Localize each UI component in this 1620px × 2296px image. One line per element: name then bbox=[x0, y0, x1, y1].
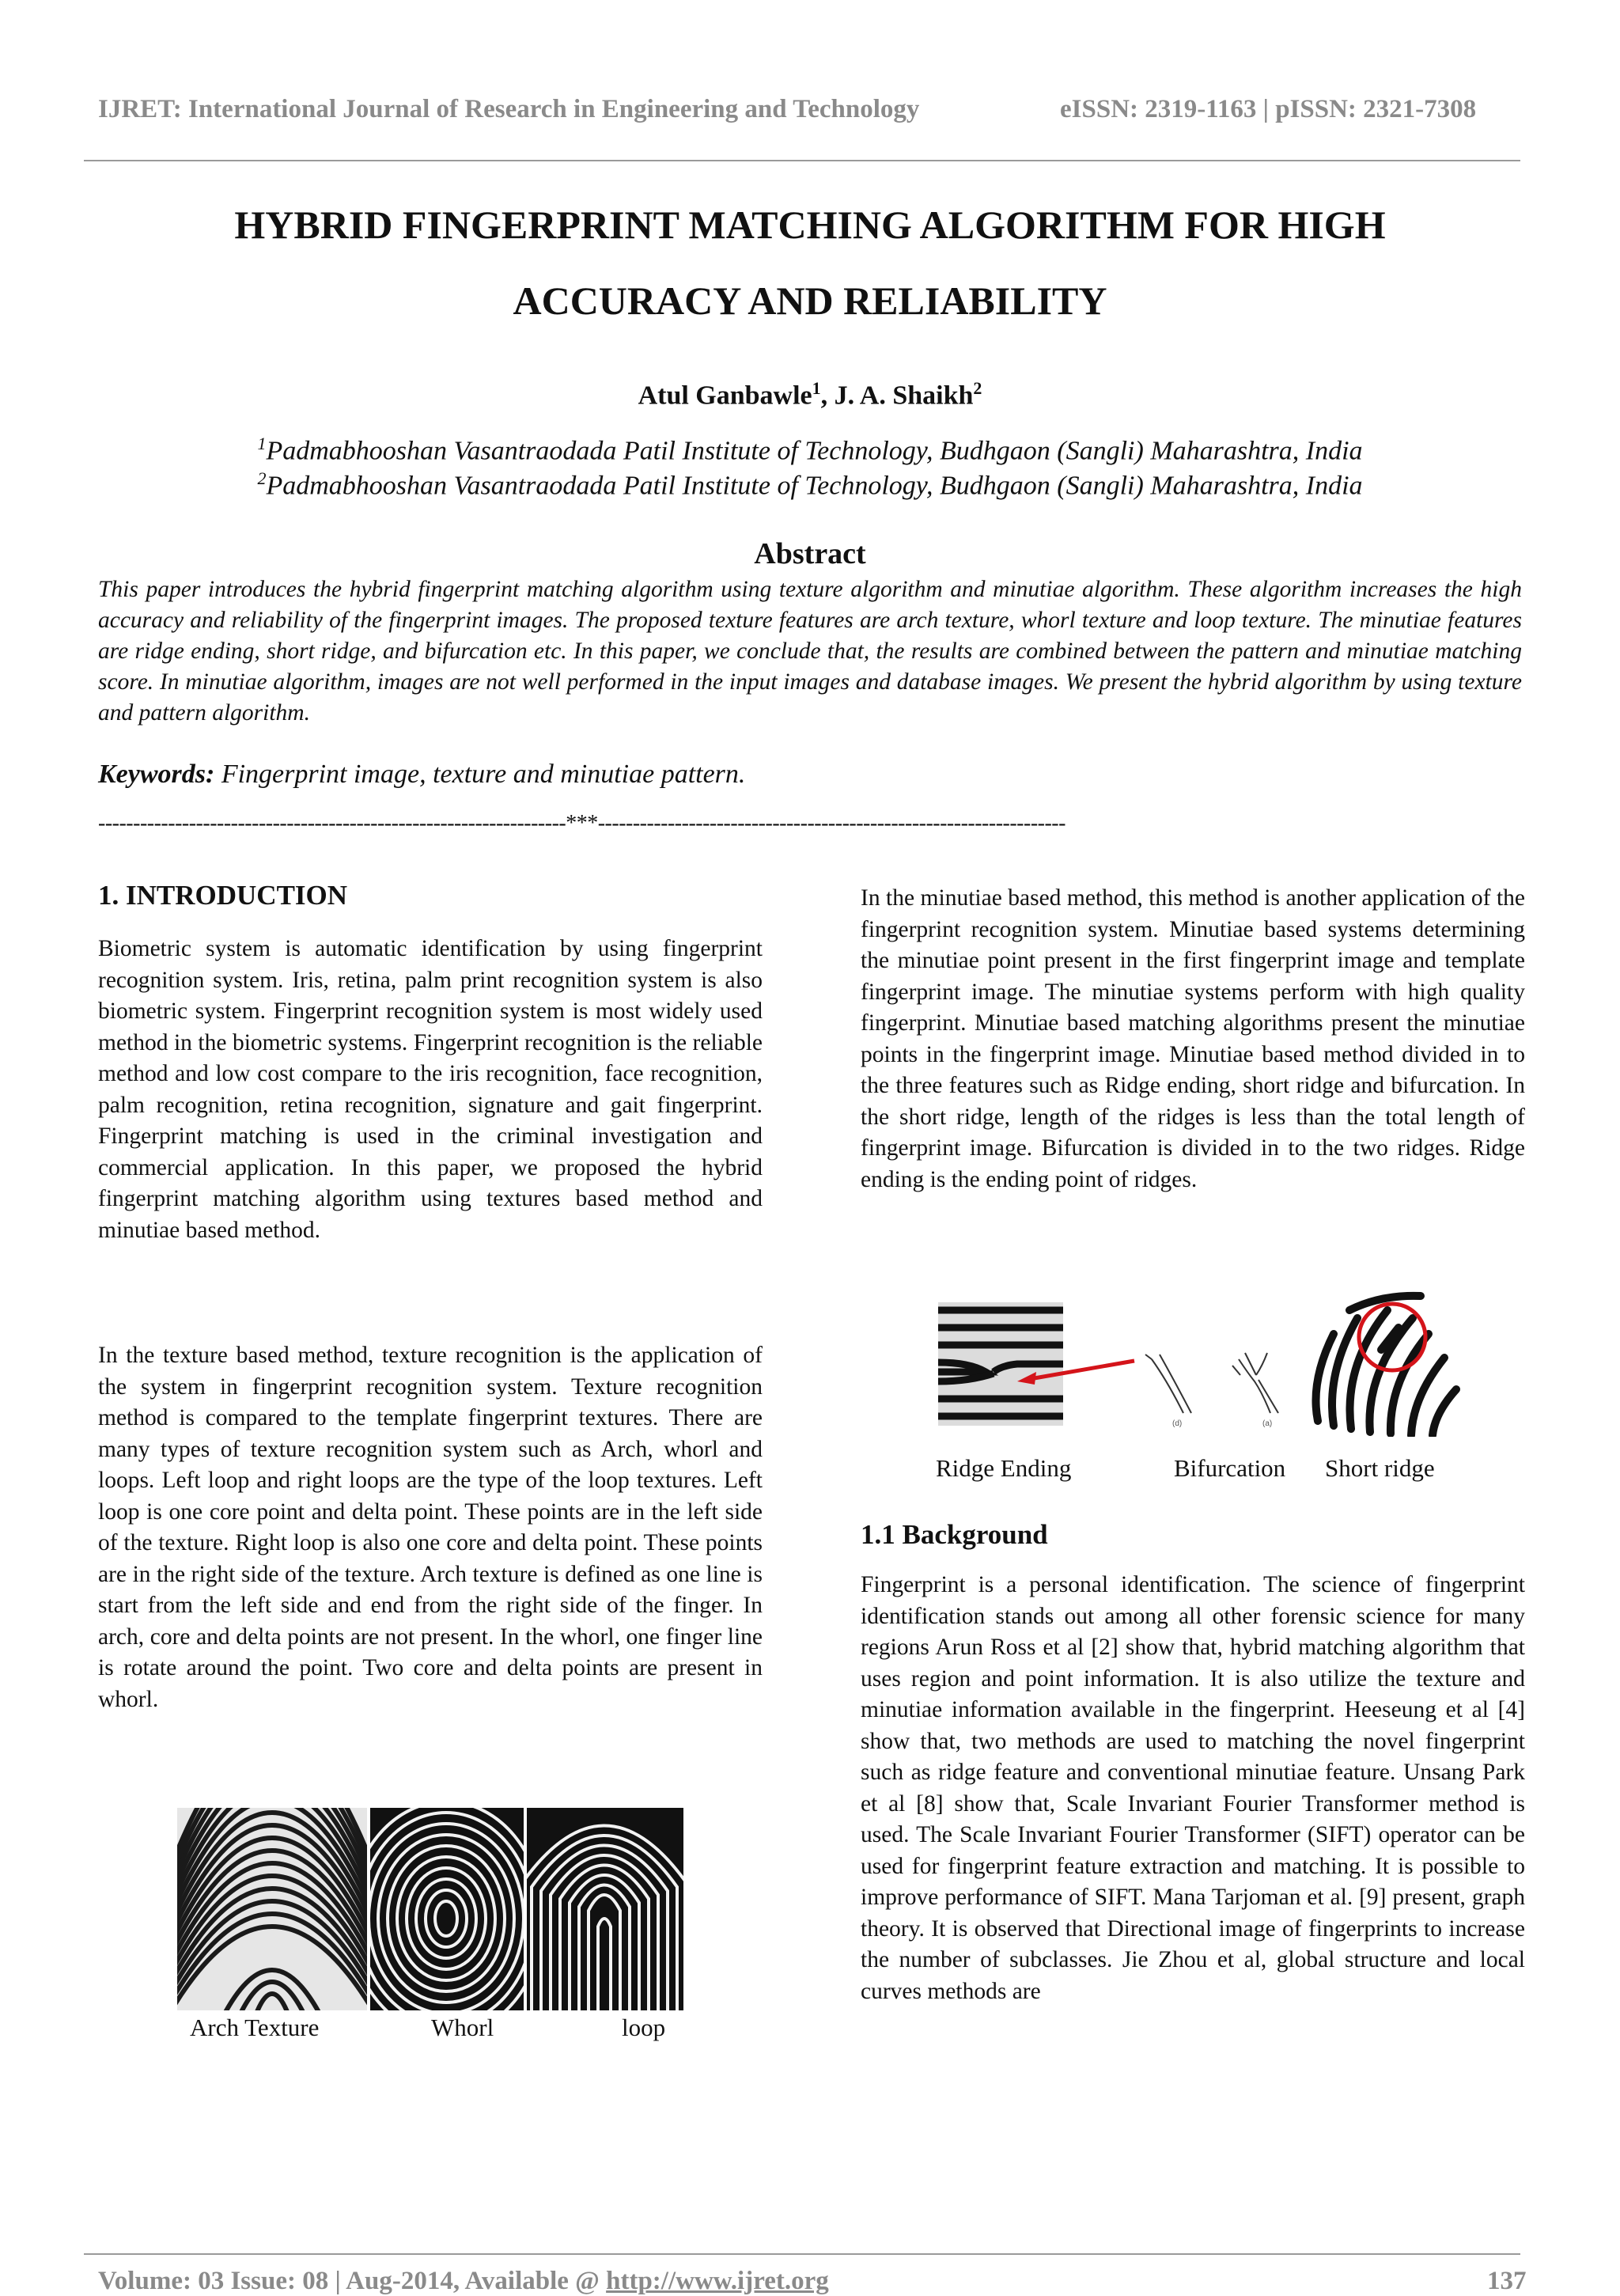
caption-bifurcation: Bifurcation bbox=[1174, 1454, 1286, 1482]
footer-volume-text: Volume: 03 Issue: 08 | Aug-2014, Available @ bbox=[98, 2267, 607, 2295]
bifurcation-sketch bbox=[1145, 1353, 1278, 1413]
ridge-ending-image bbox=[938, 1302, 1063, 1426]
footer-rule bbox=[84, 2253, 1520, 2255]
paper-title-line-1: HYBRID FINGERPRINT MATCHING ALGORITHM FOR HIGH bbox=[234, 203, 1386, 247]
author-1: Atul Ganbawle bbox=[638, 381, 812, 411]
arch-fingerprint bbox=[177, 1808, 375, 2010]
keywords-label: Keywords: bbox=[98, 760, 215, 789]
whorl-fingerprint bbox=[350, 1808, 543, 2010]
caption-short-ridge: Short ridge bbox=[1325, 1454, 1435, 1482]
affiliation-1-text: Padmabhooshan Vasantraodada Patil Institute of Technology, Budhgaon (Sangli) Maharashtra, India bbox=[266, 436, 1363, 466]
introduction-paragraph-1: Biometric system is automatic identification by using fingerprint recognition system. Iris, retina, palm print recognition system is also biometric system. Fingerprint recognition system is most widely used method in the biometric systems. Fingerprint recognition is the reliable method and low cost compare to the iris recognition, face recognition, palm recognition, retina recognition, signature and gait fingerprint. Fingerprint matching is used in the criminal investigation and commercial application. In this paper, we proposed the hybrid fingerprint matching algorithm using textures based method and minutiae based method. bbox=[98, 936, 763, 1243]
authors bbox=[0, 378, 1620, 411]
abstract-heading: Abstract bbox=[754, 537, 866, 570]
affiliation-2-text: Padmabhooshan Vasantraodada Patil Institute of Technology, Budhgaon (Sangli) Maharashtra, India bbox=[266, 471, 1363, 501]
author-2-sup: 2 bbox=[973, 378, 982, 398]
minutiae-figure-image bbox=[938, 1286, 1460, 1437]
author-separator: , bbox=[820, 381, 835, 411]
loop-fingerprint bbox=[522, 1808, 683, 2010]
affiliation-1 bbox=[0, 434, 1620, 466]
issn: eISSN: 2319-1163 | pISSN: 2321-7308 bbox=[1060, 95, 1477, 123]
keywords-text: Fingerprint image, texture and minutiae pattern. bbox=[214, 760, 746, 789]
section-separator: -------------------------------------------------------------------***------------------------------------------------------------------- bbox=[98, 811, 1065, 835]
affiliation-1-sup: 1 bbox=[257, 434, 267, 453]
label-d: (d) bbox=[1172, 1419, 1183, 1428]
texture-figure bbox=[177, 1808, 683, 2010]
minutiae-paragraph: In the minutiae based method, this method is another application of the fingerprint recognition system. Minutiae based systems determining the minutiae point present in the first fingerprint image and template fingerprint image. The minutiae systems perform with high quality fingerprint. Minutiae based matching algorithms present the minutiae points in the fingerprint image. Minutiae based method divided in to the three features such as Ridge ending, short ridge and bifurcation. In the short ridge, length of the ridges is less than the total length of fingerprint image. Bifurcation is divided in to the two ridges. Ridge ending is the ending point of ridges. bbox=[861, 885, 1525, 1192]
caption-loop: loop bbox=[622, 2014, 666, 2041]
paper-title-line-2: ACCURACY AND RELIABILITY bbox=[513, 278, 1107, 323]
texture-figure-image bbox=[177, 1808, 683, 2010]
introduction-paragraph-2: In the texture based method, texture recognition is the application of the system in fingerprint recognition system. Texture recognition method is compared to the template fingerprint textures. There are many types of texture recognition system such as Arch, whorl and loops. Left loop and right loops are the type of the loop textures. Left loop is one core point and delta point. These points are in the left side of the texture. Right loop is also one core and delta point. These points are in the right side of the texture. Arch texture is defined as one line is start from the left side and end from the right side of the finger. In arch, core and delta points are not present. In the whorl, one finger line is rotate around the point. Two core and delta points are present in whorl. bbox=[98, 1343, 763, 1712]
header-rule bbox=[84, 160, 1520, 161]
minutiae-figure bbox=[938, 1286, 1460, 1437]
page-number: 137 bbox=[1487, 2267, 1527, 2295]
footer-url-link[interactable]: http://www.ijret.org bbox=[606, 2267, 829, 2295]
footer-volume bbox=[98, 2267, 829, 2296]
label-a: (a) bbox=[1262, 1419, 1273, 1428]
caption-whorl: Whorl bbox=[431, 2014, 494, 2041]
journal-name: IJRET: International Journal of Research in Engineering and Technology bbox=[98, 95, 920, 123]
affiliation-2 bbox=[0, 468, 1620, 501]
affiliation-2-sup: 2 bbox=[257, 468, 267, 488]
background-heading: 1.1 Background bbox=[861, 1519, 1048, 1550]
caption-arch: Arch Texture bbox=[190, 2014, 320, 2041]
short-ridge-image bbox=[1316, 1296, 1457, 1435]
author-1-sup: 1 bbox=[812, 378, 821, 398]
keywords bbox=[98, 760, 1522, 790]
author-2: J. A. Shaikh bbox=[834, 381, 974, 411]
caption-ridge-ending: Ridge Ending bbox=[936, 1454, 1072, 1482]
abstract-text: This paper introduces the hybrid fingerprint matching algorithm using texture algorithm and minutiae algorithm. These algorithm increases the high accuracy and reliability of the fingerprint images. The proposed texture features are arch texture, whorl texture and loop texture. The minutiae features are ridge ending, short ridge, and bifurcation etc. In this paper, we conclude that, the results are combined between the pattern and minutiae matching score. In minutiae algorithm, images are not well performed in the input images and database images. We present the hybrid algorithm by using texture and pattern algorithm. bbox=[98, 577, 1522, 726]
background-paragraph: Fingerprint is a personal identification. The science of fingerprint identification stands out among all other forensic science for many regions Arun Ross et al [2] show that, hybrid matching algorithm that uses region and point information. It is also utilize the texture and minutiae information available in the fingerprint. Heeseung et al [4] show that, two methods are used to matching the novel fingerprint such as ridge feature and conventional minutiae feature. Unsang Park et al [8] show that, Scale Invariant Fourier Transformer method is used. The Scale Invariant Fourier Transformer (SIFT) operator can be used for fingerprint feature extraction and matching. It is possible to improve performance of SIFT. Mana Tarjoman et al. [9] present, graph theory. It is observed that Directional image of fingerprints to increase the number of subclasses. Jie Zhou et al, global structure and local curves methods are bbox=[861, 1572, 1525, 2004]
introduction-heading: 1. INTRODUCTION bbox=[98, 880, 348, 911]
